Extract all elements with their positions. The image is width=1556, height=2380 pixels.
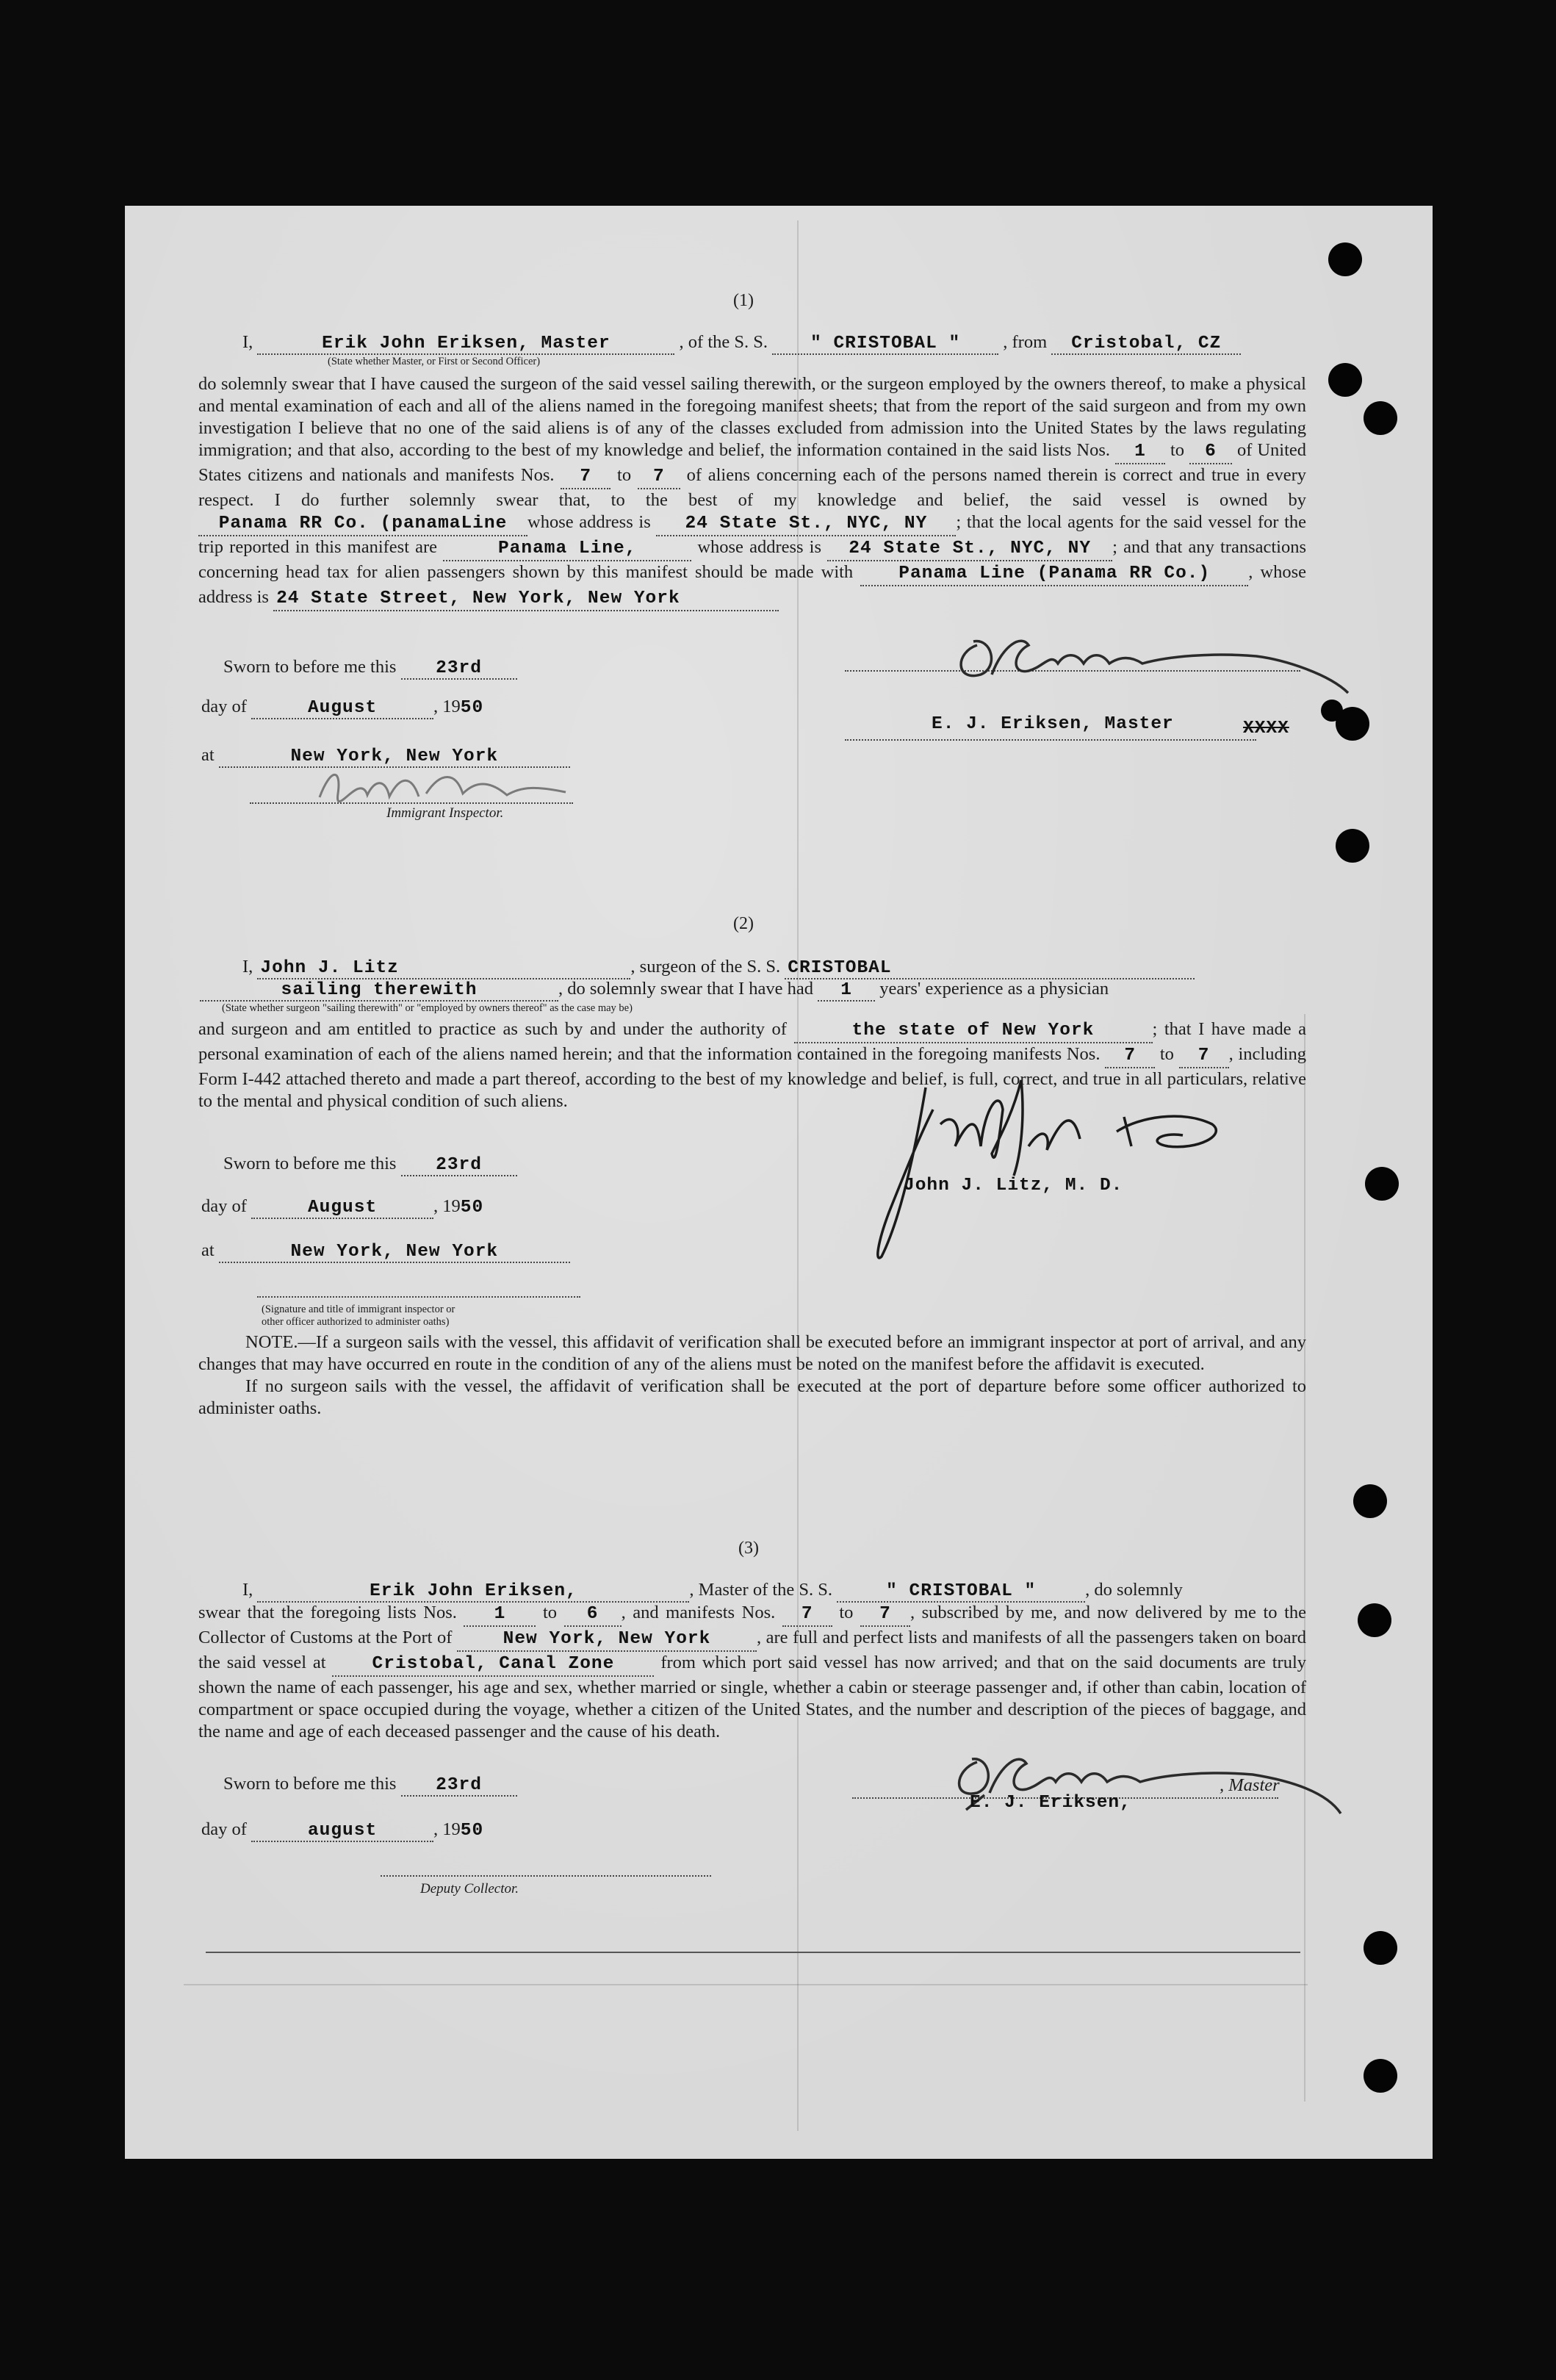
master-declaration-line [242,332,1241,355]
month-field: August [251,698,433,719]
year-field: 50 [460,1821,484,1841]
place-field: New York, New York [219,1242,570,1263]
master-title-label: , Master [1220,1775,1280,1795]
surgeon-capacity-line [200,979,1109,1002]
surgeon-capacity-field: sailing therewith [200,980,558,1002]
sworn-line [223,657,517,680]
pronoun: I, [242,1580,253,1600]
surgeon-declaration-line [242,957,1195,979]
master-name-field: Erik John Eriksen, Master [257,334,674,355]
pronoun: I, [242,957,253,977]
month-field: August [251,1198,433,1219]
solemnly-label: , do solemnly swear that I have had [558,979,813,999]
master-caption: (State whether Master, or First or Second Officer) [328,356,541,367]
manifest-to-field: 7 [1179,1045,1229,1068]
body-text: , including Form I-442 attached thereto and made a part thereof, according to the best of my knowledge and belief, is full, correct, and true in all particulars, relative to the mental and physical condition of such aliens. [198,1044,1307,1111]
ship-name-field: " CRISTOBAL " [772,334,998,355]
from-port-field: Cristobal, CZ [1051,334,1241,355]
punch-hole [1321,700,1343,722]
lists-to-field: 6 [1189,441,1232,464]
punch-hole [1353,1484,1387,1518]
body-text: ; that the local agents for the said vessel for the trip reported in this manifest are [198,512,1307,557]
note-paragraph-2: If no surgeon sails with the vessel, the affidavit of verification shall be executed at the port of departure before some officer authorized to administer oaths. [198,1376,1306,1418]
section-number: (3) [738,1539,759,1558]
body-text: , and manifests Nos. [621,1603,776,1622]
from-label: , from [1003,332,1048,352]
port-field: New York, New York [457,1628,757,1652]
to-label: to [1170,440,1185,460]
manifest-to-field: 7 [638,466,680,489]
of-ss-label: , of the S. S. [679,332,768,352]
owner-field: Panama RR Co. (panamaLine [198,513,527,536]
body-text: from which port said vessel has now arrived; and that on the said documents are truly shown the name of each passenger, his age and sex, whether married or single, whether a cabin or steerage passenger and, if other than cabin, location of compartment or space occupied during the voyage, whether a citizen of the United States, and the number and description of the pieces of baggage, and the name and age of each deceased passenger and the cause of his death. [198,1653,1307,1741]
collector-declaration-line [242,1580,1183,1603]
sworn-day-field: 23rd [401,1155,517,1176]
punch-hole [1364,2059,1397,2093]
to-label: to [617,465,632,485]
punch-hole [1364,1931,1397,1965]
section-number: (1) [733,291,754,310]
authority-field: the state of New York [794,1020,1153,1043]
note-paragraph-1: NOTE.—If a surgeon sails with the vessel, this affidavit of verification shall be executed before an immigrant inspector at port of arrival, and any changes that may have occurred en route in the condition of any of the aliens must be noted on the manifest before the affidavit is executed. [198,1332,1306,1374]
sworn-label: Sworn to before me this [223,1154,397,1173]
years-experience-label: years' experience as a physician [879,979,1109,999]
punch-hole [1336,829,1369,863]
year-prefix: , 19 [433,1196,461,1216]
body-text: , subscribed by me, and now delivered by me to the Collector of Customs at the Port of [198,1603,1306,1647]
body-text: ; and that any transactions concerning head tax for alien passengers shown by this manifest should be made with [198,537,1307,582]
head-tax-address-field: 24 State Street, New York, New York [273,588,779,611]
punch-hole [1365,1167,1399,1201]
body-text: whose address is [697,537,822,557]
punch-hole [1328,363,1362,397]
body-text: ; that I have made a personal examination of each of the aliens named herein; and that the information contained in the foregoing manifests Nos. [198,1019,1307,1064]
body-text: , are full and perfect lists and manifests of all the passengers taken on board the said vessel at [198,1628,1306,1672]
sworn-line [223,1774,517,1797]
master-name-field: Erik John Eriksen, [257,1581,689,1603]
at-label: at [201,1240,215,1260]
master-typed-line [845,739,1256,741]
month-field: august [251,1821,433,1842]
years-field: 1 [818,980,875,1002]
bottom-rule [206,1952,1300,1953]
body-text: and surgeon and am entitled to practice as such by and under the authority of [198,1019,787,1039]
manifest-from-field: 7 [1105,1045,1155,1068]
sworn-line [223,1154,517,1176]
agents-field: Panama Line, [443,538,691,561]
to-label: to [1159,1044,1174,1064]
lists-to-field: 6 [564,1603,622,1627]
year-field: 50 [460,698,484,718]
deputy-collector-line [381,1875,711,1877]
surgeon-signature-scribble [874,1065,1271,1264]
year-prefix: , 19 [433,1819,461,1839]
inspector-caption-2: other officer authorized to administer oaths) [262,1316,450,1328]
day-of-label: day of [201,697,247,716]
inspector-signature-line [257,1296,580,1298]
lists-from-field: 1 [464,1603,536,1627]
place-field: New York, New York [219,747,570,768]
manifest-to-field: 7 [860,1603,910,1627]
date-line [201,1819,483,1842]
bleed-through-line [184,1984,1308,1985]
body-text: do solemnly swear that I have caused the surgeon of the said vessel sailing therewith, or the surgeon employed by the owners thereof, to make a physical and mental examination of each and all of the aliens named in the foregoing manifest sheets; that from the report of the said surgeon and from my own investigation I believe that no one of the said aliens is of any of the classes excluded from admission into the United States by the laws regulating immigration; and that also, according to the best of my knowledge and belief, the information contained in the said lists Nos. [198,374,1306,460]
lists-from-field: 1 [1115,441,1165,464]
owner-address-field: 24 State St., NYC, NY [656,513,956,536]
body-text: of aliens concerning each of the persons named therein is correct and true in every respect. I do further solemnly swear that, to the best of my knowledge and belief, the said vessel is owned by [198,465,1307,510]
body-text: , whose address is [198,562,1307,607]
year-field: 50 [460,1198,484,1218]
head-tax-field: Panama Line (Panama RR Co.) [860,563,1248,586]
origin-field: Cristobal, Canal Zone [332,1653,654,1677]
punch-hole [1328,242,1362,276]
section-number: (2) [733,914,754,933]
pronoun: I, [242,332,253,352]
day-of-label: day of [201,1196,247,1216]
inspector-caption-1: (Signature and title of immigrant inspector or [262,1304,455,1315]
date-line [201,697,483,719]
surgeon-ship-field: CRISTOBAL [785,958,1195,979]
sworn-day-field: 23rd [401,1775,517,1797]
body-text: whose address is [527,512,651,532]
to-label: to [542,1603,558,1622]
inspector-signature-scribble [316,764,580,808]
body-text: swear that the foregoing lists Nos. [198,1603,457,1622]
sworn-day-field: 23rd [401,658,517,680]
surgeon-name-field: John J. Litz [257,958,630,979]
to-label: to [839,1603,854,1622]
at-label: at [201,745,215,765]
master-typed-name: E. J. Eriksen, [970,1793,1131,1813]
day-of-label: day of [201,1819,247,1839]
year-prefix: , 19 [433,697,461,716]
surgeon-of-label: , surgeon of the S. S. [630,957,781,977]
surgeon-signature [874,1065,1271,1268]
ship-name-field: " CRISTOBAL " [837,1581,1085,1603]
manifest-from-field: 7 [561,466,610,489]
master-signature-scribble [948,623,1359,697]
surgeon-typed-name: John J. Litz, M. D. [904,1176,1123,1196]
place-line [201,1240,570,1263]
date-line [201,1196,483,1219]
bleed-through-line [1304,1014,1305,2102]
master-signature [948,623,1359,700]
master-typed-name: E. J. Eriksen, Master [932,714,1174,734]
note-block [198,1331,1306,1420]
surgeon-caption: (State whether surgeon "sailing therewith" or "employed by owners thereof" as the case may be) [222,1002,633,1014]
master-struck-title: XXXX [1243,719,1289,738]
master-of-label: , Master of the S. S. [689,1580,833,1600]
body-text: of United States citizens and nationals and manifests Nos. [198,440,1307,485]
sworn-label: Sworn to before me this [223,1774,397,1794]
inspector-caption: Immigrant Inspector. [386,805,504,821]
punch-hole [1358,1603,1391,1637]
section-1-body [198,373,1306,611]
sworn-label: Sworn to before me this [223,657,397,677]
section-3-body [198,1602,1306,1743]
solemnly-label: , do solemnly [1085,1580,1183,1600]
deputy-collector-caption: Deputy Collector. [420,1881,519,1897]
manifest-from-field: 7 [782,1603,832,1627]
punch-hole [1364,401,1397,435]
agents-address-field: 24 State St., NYC, NY [827,538,1112,561]
